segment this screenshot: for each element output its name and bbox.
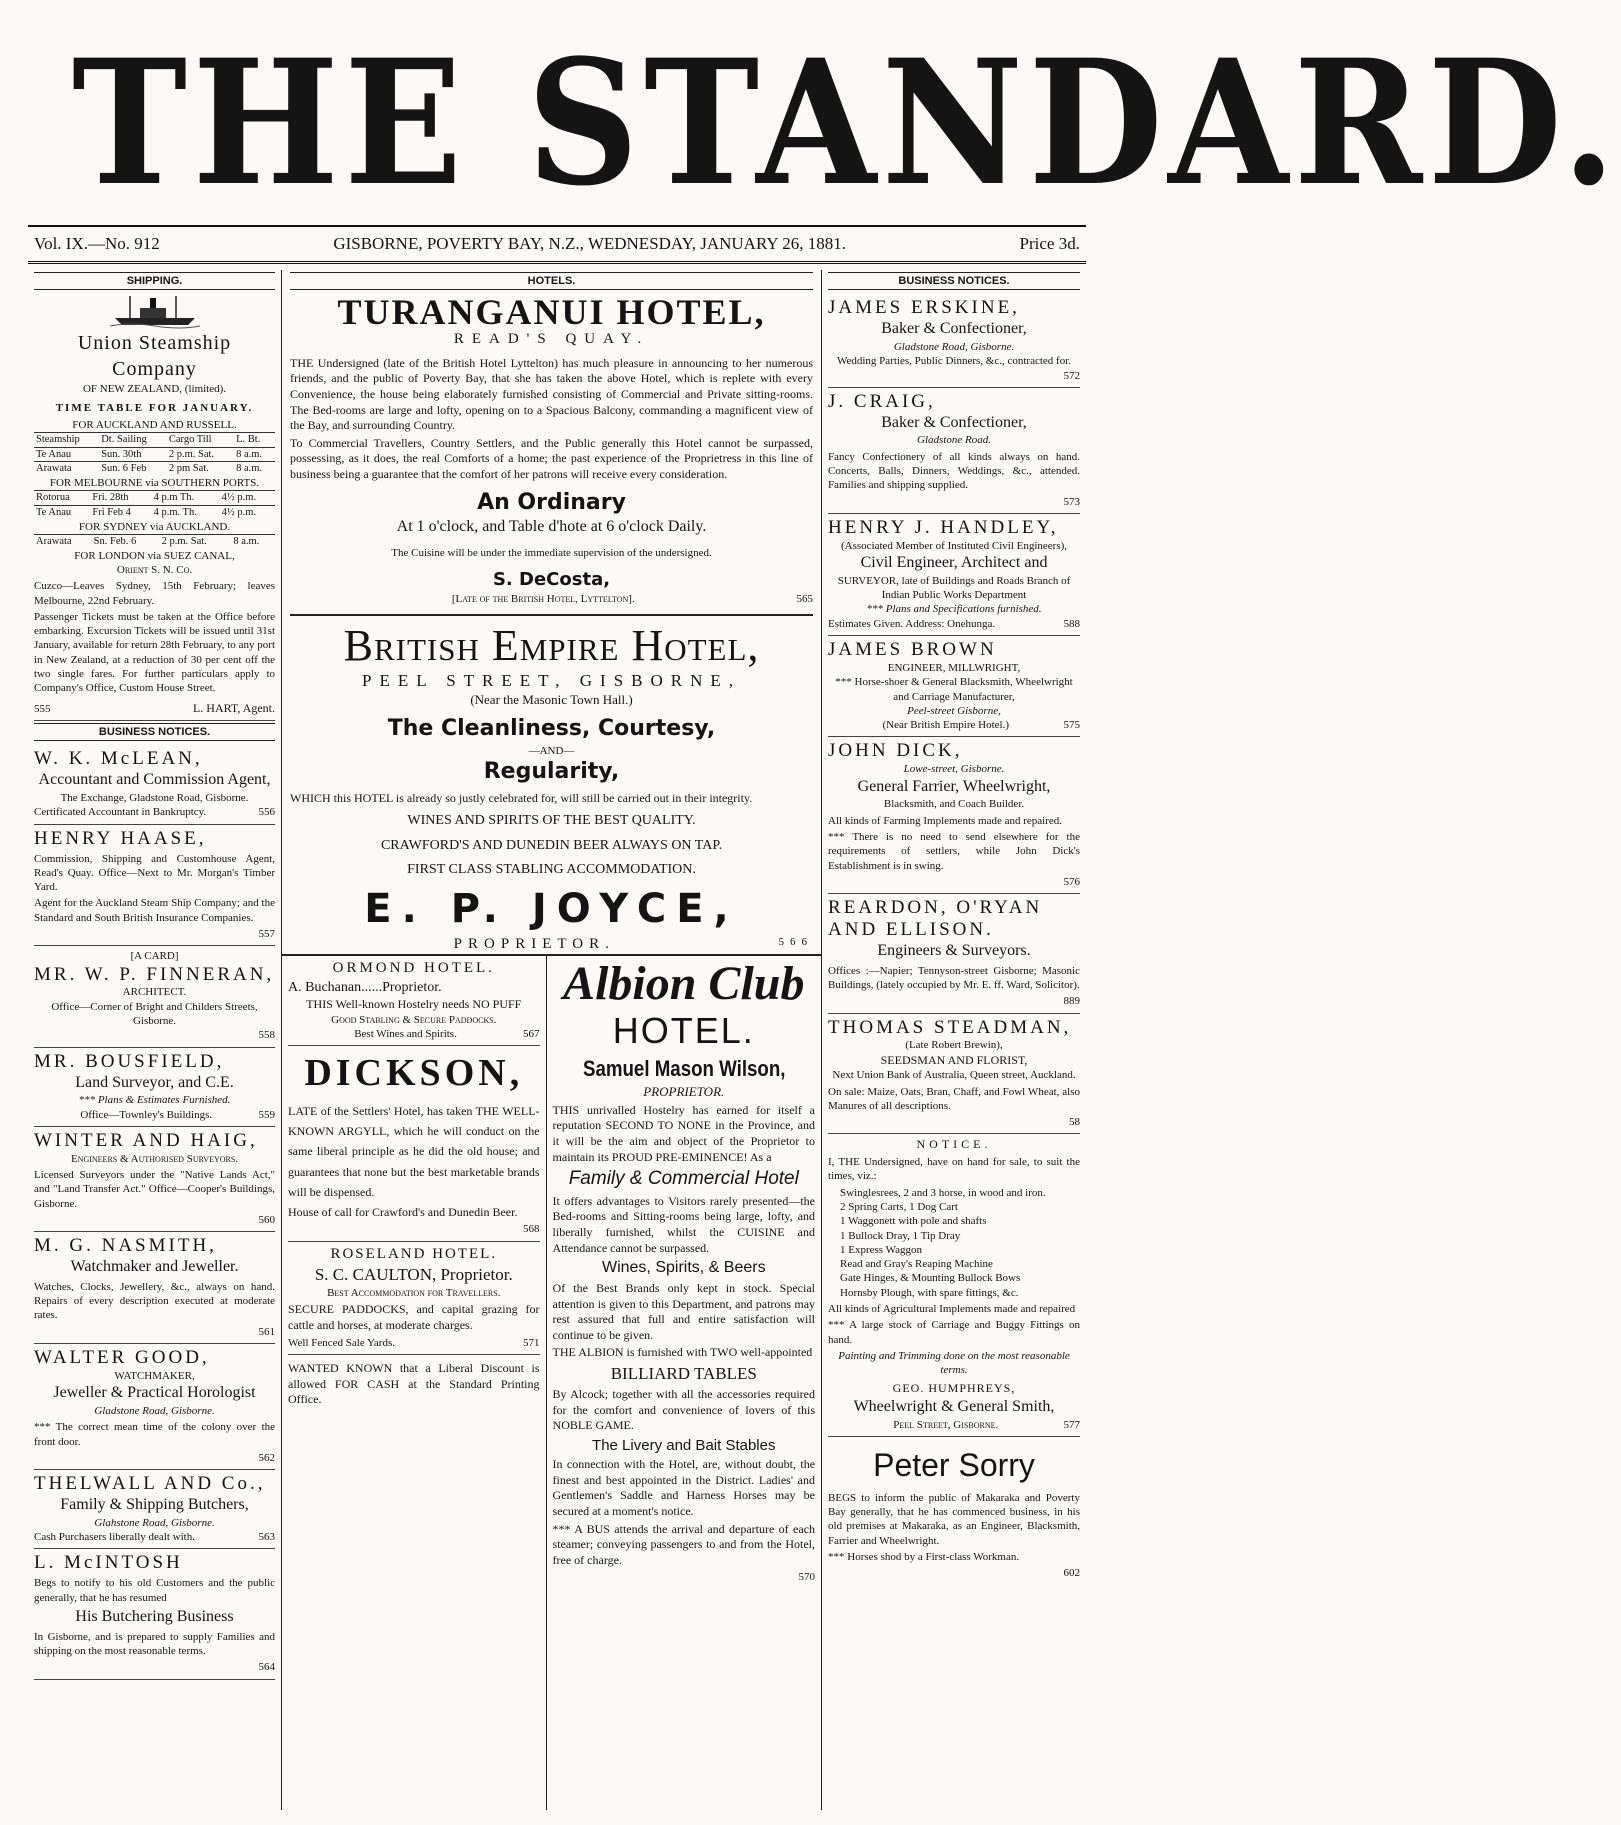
sydney-table (34, 534, 275, 549)
price: Price 3d. (1019, 234, 1080, 253)
wanted-known: WANTED KNOWN that a Liberal Discount is allowed FOR CASH at the Standard Printing Office. (288, 1360, 540, 1407)
shipping-heading: SHIPPING. (34, 272, 275, 290)
ad-ormond: ORMOND HOTEL. A. Buchanan......Proprietor. THIS Well-known Hostelry needs NO PUFF Good Stabling & Secure Paddocks. Best Wines and Spirits. 567 (288, 956, 540, 1046)
ad-finneran: [A CARD] MR. W. P. FINNERAN, ARCHITECT. Office—Corner of Bright and Childers Streets, Gisborne. 558 (34, 946, 275, 1047)
shipping-agent: 555 L. HART, Agent. (34, 698, 275, 722)
volume-number: Vol. IX.—No. 912 (34, 234, 160, 253)
table-row: Te Anau Fri Feb 4 4 p.m. Th. 4½ p.m. (34, 506, 275, 520)
ad-reardon: REARDON, O'RYAN AND ELLISON. Engineers & Surveyors. Offices :—Napier; Tennyson-street Gisborne; Masonic Buildings, (lately occupied by Mr. E. ff. Ward, Solicitor). 889 (828, 894, 1080, 1013)
ad-brown: JAMES BROWN ENGINEER, MILLWRIGHT, *** Horse-shoer & General Blacksmith, Wheelwright and Carriage Manufacturer, Peel-street Gisborne, (Near British Empire Hotel.) 575 (828, 636, 1080, 737)
table-row: Te Anau Sun. 30th 2 p.m. Sat. 8 a.m. (34, 447, 275, 462)
turanganui-title: TURANGANUI HOTEL, (337, 292, 766, 333)
company-name: Union Steamship Company (77, 332, 232, 381)
london-sub: Orient S. N. Co. (116, 563, 193, 576)
joyce-name: E. P. JOYCE, (364, 885, 739, 932)
lower-left-hotels (282, 956, 547, 1810)
newspaper-title: THE STANDARD. (71, 21, 1621, 224)
shipping-notes: Passenger Tickets must be taken at the Office before embarking. Excursion Tickets will be issued until 31st January, available for return 28th February, to any port in New Zealand, at a reduction of 30 per cent off the two single fares. For further particulars apply to Company's Office, Custom House Street. (34, 610, 276, 695)
decosta-name: S. DeCosta, (492, 569, 611, 591)
masthead (18, 0, 1621, 225)
london-heading: FOR LONDON via SUEZ CANAL, (74, 549, 235, 562)
ad-winter-haig: WINTER AND HAIG, Engineers & Authorised Surveyors. Licensed Surveyors under the "Native Lands Act," and "Land Transfer Act." Office—Cooper's Buildings, Gisborne. 560 (34, 1127, 275, 1232)
ad-notice: NOTICE. I, THE Undersigned, have on hand for sale, to suit the times, viz.: Swinglesrees, 2 and 3 horse, in wood and iron. 2 Spring Carts, 1 Dog Cart 1 Waggonett with pole and shafts 1 Bullock Dray, 1 Tip Dray 1 Express Waggon Read and Gray's Reaping Machine Gate Hinges, & Mounting Bullock Bows Hornsby Plough, with spare fittings, &c. All kinds of Agricultural Implements made and repaired *** A large stock of Carriage and Buggy Fittings on hand. Painting and Trimming done on the most reasonable terms. GEO. HUMPHREYS, Wheelwright & General Smith, Peel Street, Gisborne. 577 (828, 1134, 1080, 1437)
list-item: Gate Hinges, & Mounting Bullock Bows (840, 1272, 1021, 1285)
ad-peter-sorry: Peter Sorry BEGS to inform the public of Makaraka and Poverty Bay generally, that he has commenced business, in his old premises at Makaraka, as an Engineer, Blacksmith, Farrier and Wheelwright. *** Horses shod by a First-class Workman. 602 (828, 1447, 1080, 1580)
table-row: Steamship Dt. Sailing Cargo Till L. Bt. (34, 433, 275, 448)
steamship-icon (34, 294, 275, 328)
ad-dickson: DICKSON, LATE of the Settlers' Hotel, has taken THE WELL-KNOWN ARGYLL, which he will conduct on the same liberal principle as he did the old house; and guarantees that none but the best marketable brands will be dispensed. House of call for Crawford's and Dunedin Beer. 568 (288, 1046, 540, 1241)
ad-nasmith: M. G. NASMITH, Watchmaker and Jeweller. Watches, Clocks, Jewellery, &c., always on hand. Repairs of every description executed at moderate rates. 561 (34, 1232, 275, 1344)
ad-steadman: THOMAS STEADMAN, (Late Robert Brewin), SEEDSMAN AND FLORIST, Next Union Bank of Australia, Queen street, Auckland. On sale: Maize, Oats, Bran, Chaff, and Fowl Wheat, also Manures of all descriptions. 58 (828, 1014, 1080, 1135)
ad-mcintosh: L. McINTOSH Begs to notify to his old Customers and the public generally, that he has resumed His Butchering Business In Gisborne, and is prepared to supply Families and shipping on the most reasonable terms. 564 (34, 1549, 275, 1679)
table-row: Arawata Sun. 6 Feb 2 pm Sat. 8 a.m. (34, 462, 275, 476)
ad-craig: J. CRAIG, Baker & Confectioner, Gladstone Road. Fancy Confectionery of all kinds always on hand. Concerts, Balls, Dinners, Weddings, &c., attended. Families and shipping supplied. 573 (828, 388, 1080, 514)
ad-roseland: ROSELAND HOTEL. S. C. CAULTON, Proprietor. Best Accommodation for Travellers. SECURE PADDOCKS, and capital grazing for cattle and horses, at moderate charges. Well Fenced Sale Yards. 571 (288, 1242, 540, 1355)
column-business (822, 270, 1086, 1810)
british-empire-title: British Empire Hotel, (343, 620, 760, 670)
table-row: Rotorua Fri. 28th 4 p.m Th. 4½ p.m. (34, 491, 275, 506)
melbourne-table (34, 490, 275, 519)
melbourne-heading: FOR MELBOURNE via SOUTHERN PORTS. (49, 477, 260, 490)
list-item: 1 Express Waggon (840, 1243, 923, 1256)
timetable-heading: TIME TABLE FOR JANUARY. (55, 401, 254, 414)
ad-mclean: W. K. McLEAN, Accountant and Commission Agent, The Exchange, Gladstone Road, Gisborne. Certificated Accountant in Bankruptcy. 556 (34, 745, 275, 824)
ordinary-heading: An Ordinary (477, 489, 626, 515)
column-shipping (28, 270, 282, 1810)
list-item: 2 Spring Carts, 1 Dog Cart (840, 1200, 958, 1213)
hotels-heading: HOTELS. (290, 272, 813, 290)
company-sub: OF NEW ZEALAND, (limited). (82, 383, 227, 396)
auckland-table (34, 432, 275, 476)
hotels-upper: HOTELS. TURANGANUI HOTEL, READ'S QUAY. THE Undersigned (late of the British Hotel Lyttelton) has much pleasure in announcing to her numerous friends, and the public of Poverty Bay, that she has taken the above Hotel, which is replete with every Convenience, the house being elaborately furnished consisting of Commercial and Private sitting-rooms. The Bed-rooms are large and lofty, opening on to a Spacious Balcony, commanding a magnificent view of the Bay, and surrounding Country. To Commercial Travellers, Country Settlers, and the Public generally this Hotel cannot be surpassed, possessing, as it does, the real Comforts of a home; the past experience of the Proprietress in this line of business being a guarantee that the comfort of her patrons will receive every consideration. An Ordinary At 1 o'clock, and Table d'hote at 6 o'clock Daily. The Cuisine will be under the immediate supervision of the undersigned. S. DeCosta, [Late of the British Hotel, Lyttelton]. 565 British Empire Hotel, PEEL STREET, GISBORNE, (Near the Masonic Town Hall.) The Cleanliness, Courtesy, —AND— Regularity, WHICH this HOTEL is already so justly celebrated for, will still be carried out in their integrity. WINES AND SPIRITS OF THE BEST QUALITY. CRAWFORD'S AND DUNEDIN BEER ALWAYS ON TAP. FIRST CLASS STABLING ACCOMMODATION. E. P. JOYCE, PROPRIETOR. 566 (282, 270, 821, 954)
ad-albion-club: Albion Club HOTEL. Samuel Mason Wilson, PROPRIETOR. THIS unrivalled Hostelry has earned for itself a reputation SECOND TO NONE in the Province, and it will be the aim and object of the Proprietor to maintain its PROUD PRE-EMINENCE! As a Family & Commercial Hotel It offers advantages to Visitors rarely presented—the Bed-rooms and Sitting-rooms being large, lofty, and liberally furnished, whilst the CUISINE and Attendance cannot be surpassed. Wines, Spirits, & Beers Of the Best Brands only kept in stock. Special attention is given to this Department, and patrons may rest assured that full and entire satisfaction will continue to be given. THE ALBION is furnished with TWO well-appointed BILLIARD TABLES By Alcock; together with all the accessories required for the comfort and convenience of lovers of this NOBLE GAME. The Livery and Bait Stables In connection with the Hotel, are, without doubt, the finest and best appointed in the District. Ladies' and Gentlemen's Saddle and Harness Horses may be secured at a moment's notice. *** A BUS attends the arrival and departure of each steamer; conveying passengers to and from the Hotel, free of charge. 570 (552, 957, 816, 1584)
ad-dick: JOHN DICK, Lowe-street, Gisborne. General Farrier, Wheelwright, Blacksmith, and Coach Builder. All kinds of Farming Implements made and repaired. *** There is no need to send elsewhere for the requirements of settlers, while John Dick's Establishment is in swing. 576 (828, 737, 1080, 894)
dateline (28, 225, 1086, 264)
ad-thelwall: THELWALL AND Co., Family & Shipping Butchers, Glahstone Road, Gisborne. Cash Purchasers liberally dealt with. 563 (34, 1470, 275, 1549)
list-item: Hornsby Plough, with spare fittings, &c. (840, 1286, 1019, 1299)
ad-good: WALTER GOOD, WATCHMAKER, Jeweller & Practical Horologist Gladstone Road, Gisborne. *** The correct mean time of the colony over the front door. 562 (34, 1344, 275, 1470)
ad-bousfield: MR. BOUSFIELD, Land Surveyor, and C.E. *** Plans & Estimates Furnished. Office—Townley's Buildings. 559 (34, 1048, 275, 1127)
cuzco-text: Cuzco—Leaves Sydney, 15th February; leaves Melbourne, 22nd February. (34, 580, 276, 607)
notice-items (828, 1186, 1080, 1300)
table-row: Arawata Sn. Feb. 6 2 p.m. Sat. 8 a.m. (34, 534, 275, 548)
column-hotels (282, 270, 822, 1810)
ad-erskine: JAMES ERSKINE, Baker & Confectioner, Gladstone Road, Gisborne. Wedding Parties, Public Dinners, &c., contracted for. 572 (828, 294, 1080, 388)
list-item: Read and Gray's Reaping Machine (840, 1258, 993, 1271)
list-item: 1 Bullock Dray, 1 Tip Dray (840, 1229, 961, 1242)
list-item: 1 Waggonett with pole and shafts (840, 1215, 987, 1228)
ad-handley: HENRY J. HANDLEY, (Associated Member of Instituted Civil Engineers), Civil Engineer, Architect and SURVEYOR, late of Buildings and Roads Branch of Indian Public Works Department *** Plans and Specifications furnished. Estimates Given. Address: Onehunga. 588 (828, 514, 1080, 636)
hotels-lower (282, 954, 821, 1810)
auckland-heading: FOR AUCKLAND AND RUSSELL. (72, 418, 237, 431)
place-date: GISBORNE, POVERTY BAY, N.Z., WEDNESDAY, JANUARY 26, 1881. (333, 234, 846, 253)
business-heading-right: BUSINESS NOTICES. (828, 272, 1080, 290)
turanganui-text: THE Undersigned (late of the British Hotel Lyttelton) has much pleasure in announcing to her numerous friends, and the public of Poverty Bay, that she has taken the above Hotel, which is replete with every Convenience, the house being elaborately furnished consisting of Commercial and Private sitting-rooms. The Bed-rooms are large and lofty, opening on to a Spacious Balcony, commanding a magnificent view of the Bay, and surrounding Country. (290, 355, 814, 433)
list-item: Swinglesrees, 2 and 3 horse, in wood and iron. (840, 1186, 1046, 1199)
ad-haase: HENRY HAASE, Commission, Shipping and Customhouse Agent, Read's Quay. Office—Next to Mr. Morgan's Timber Yard. Agent for the Auckland Steam Ship Company; and the Standard and South British Insurance Companies. 557 (34, 825, 275, 947)
sydney-heading: FOR SYDNEY via AUCKLAND. (78, 520, 231, 533)
columns (28, 270, 1086, 1810)
business-heading: BUSINESS NOTICES. (34, 723, 275, 741)
